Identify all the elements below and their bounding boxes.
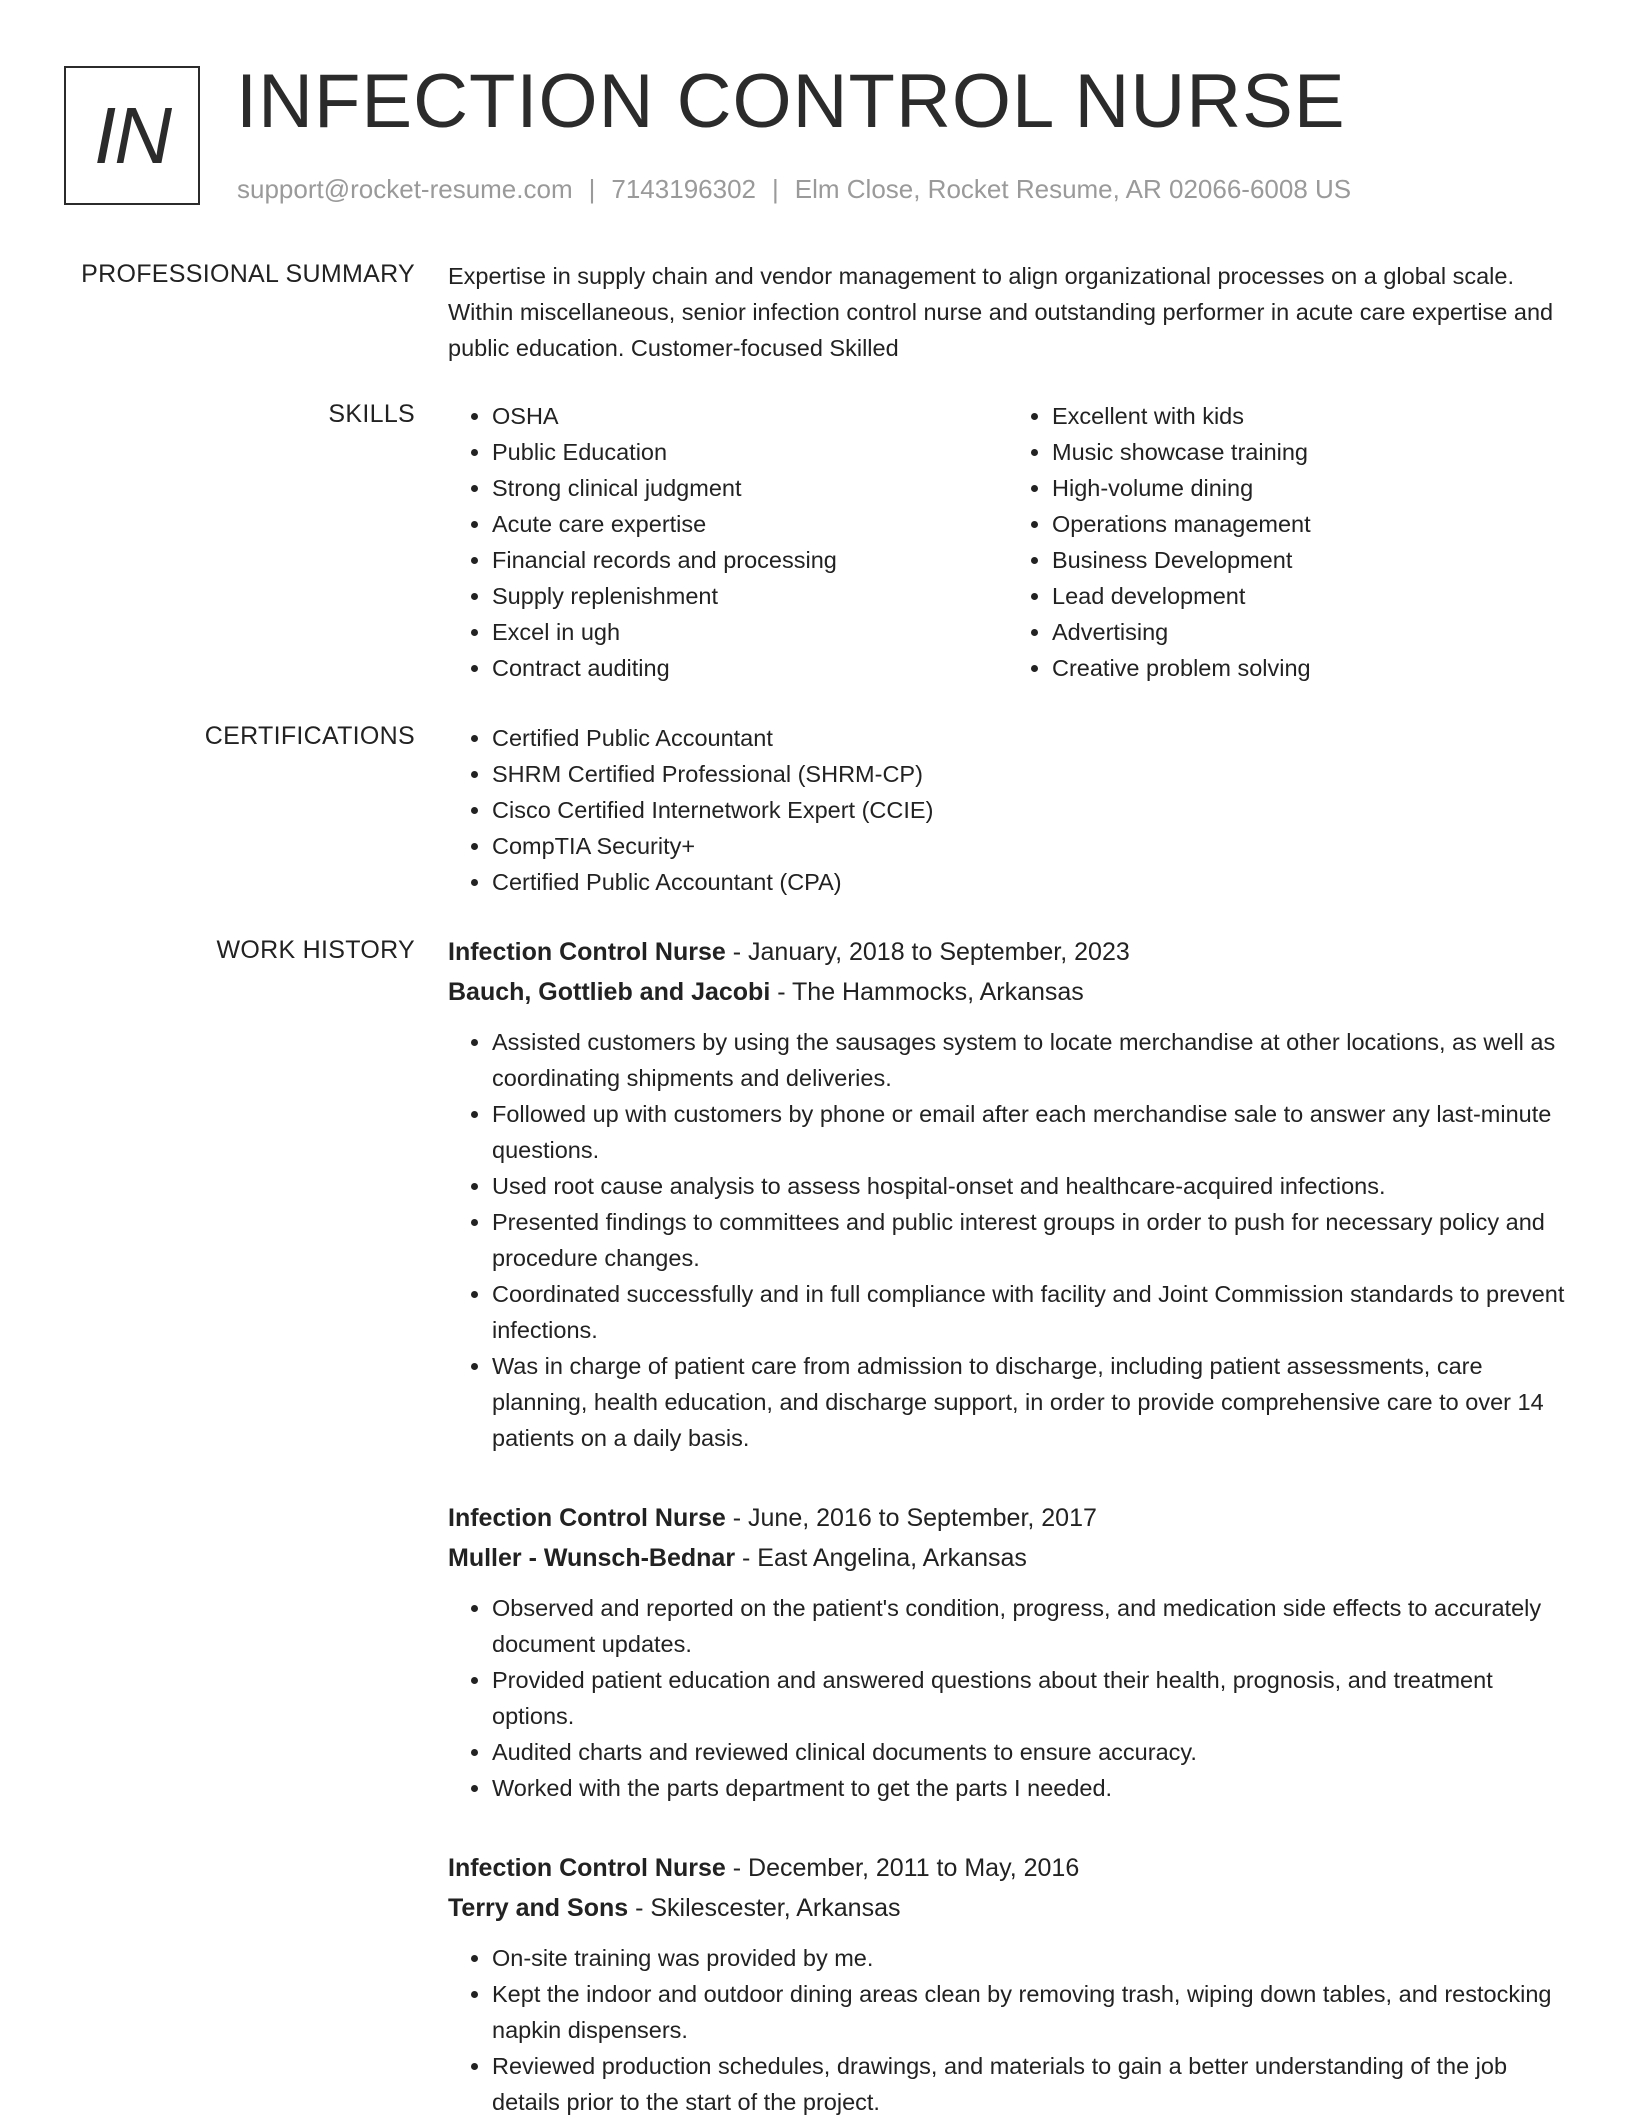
skill-item: • Financial records and processing bbox=[492, 542, 1008, 578]
section-title-work-history: WORK HISTORY bbox=[216, 936, 415, 964]
job-entry bbox=[448, 1498, 1568, 1806]
skill-item: • High-volume dining bbox=[1052, 470, 1568, 506]
skill-item: • Public Education bbox=[492, 434, 1008, 470]
job-role: Infection Control Nurse bbox=[448, 1854, 726, 1882]
job-bullet: • Used root cause analysis to assess hospital-onset and healthcare-acquired infections. bbox=[492, 1168, 1568, 1204]
skill-item: • Music showcase training bbox=[1052, 434, 1568, 470]
skill-item: • Business Development bbox=[1052, 542, 1568, 578]
job-title-line bbox=[448, 1848, 1568, 1888]
certifications-list bbox=[448, 720, 1568, 900]
job-location: - The Hammocks, Arkansas bbox=[770, 978, 1084, 1006]
skill-item: • Advertising bbox=[1052, 614, 1568, 650]
job-role: Infection Control Nurse bbox=[448, 938, 726, 966]
job-company-line bbox=[448, 1888, 1568, 1928]
job-bullet: • Provided patient education and answered questions about their health, prognosis, and treatment options. bbox=[492, 1662, 1568, 1734]
job-location: - East Angelina, Arkansas bbox=[735, 1544, 1027, 1572]
skill-item: • Supply replenishment bbox=[492, 578, 1008, 614]
job-company-line bbox=[448, 972, 1568, 1012]
certification-item: • SHRM Certified Professional (SHRM-CP) bbox=[492, 756, 1568, 792]
job-role: Infection Control Nurse bbox=[448, 1504, 726, 1532]
contact-address: Elm Close, Rocket Resume, AR 02066-6008 US bbox=[794, 174, 1352, 204]
contact-separator: | bbox=[772, 174, 779, 204]
skill-item: • Operations management bbox=[1052, 506, 1568, 542]
certification-item: • Certified Public Accountant bbox=[492, 720, 1568, 756]
skills-list-right bbox=[1008, 398, 1568, 686]
skill-item: • Excel in ugh bbox=[492, 614, 1008, 650]
contact-email[interactable]: support@rocket-resume.com bbox=[237, 174, 573, 204]
certifications-body bbox=[448, 720, 1568, 900]
job-entry bbox=[448, 932, 1568, 1456]
skill-item: • Creative problem solving bbox=[1052, 650, 1568, 686]
skill-item: • Contract auditing bbox=[492, 650, 1008, 686]
section-title-skills: SKILLS bbox=[328, 400, 415, 428]
skills-list-left bbox=[448, 398, 1008, 686]
job-bullets bbox=[448, 1024, 1568, 1456]
skill-item: • Excellent with kids bbox=[1052, 398, 1568, 434]
job-bullet: • Audited charts and reviewed clinical documents to ensure accuracy. bbox=[492, 1734, 1568, 1770]
job-company: Terry and Sons bbox=[448, 1894, 629, 1922]
skill-item: • OSHA bbox=[492, 398, 1008, 434]
section-title-certifications: CERTIFICATIONS bbox=[204, 722, 415, 750]
job-bullet: • Kept the indoor and outdoor dining areas clean by removing trash, wiping down tables, and restocking napkin dispensers. bbox=[492, 1976, 1568, 2048]
job-bullet: • Presented findings to committees and public interest groups in order to push for necessary policy and procedure changes. bbox=[492, 1204, 1568, 1276]
job-bullet: • On-site training was provided by me. bbox=[492, 1940, 1568, 1976]
job-company-line bbox=[448, 1538, 1568, 1578]
job-bullets bbox=[448, 1590, 1568, 1806]
job-title-line bbox=[448, 932, 1568, 972]
summary-text: Expertise in supply chain and vendor management to align organizational processes on a global scale. Within miscellaneous, senior infection control nurse and outstanding performer in acute care expertise and public education. Customer-focused Skilled bbox=[448, 263, 1554, 361]
job-dates: - December, 2011 to May, 2016 bbox=[725, 1854, 1080, 1882]
summary-body bbox=[448, 258, 1568, 366]
job-dates: - January, 2018 to September, 2023 bbox=[725, 938, 1130, 966]
certification-item: • CompTIA Security+ bbox=[492, 828, 1568, 864]
skills-body bbox=[448, 398, 1568, 686]
monogram-box bbox=[64, 66, 200, 205]
resume-header bbox=[64, 59, 1564, 211]
contact-separator: | bbox=[588, 174, 596, 204]
skill-item: • Lead development bbox=[1052, 578, 1568, 614]
job-bullet: • Coordinated successfully and in full compliance with facility and Joint Commission standards to prevent infections. bbox=[492, 1276, 1568, 1348]
resume-title: INFECTION CONTROL NURSE bbox=[236, 59, 1346, 144]
job-bullet: • Assisted customers by using the sausages system to locate merchandise at other locations, as well as coordinating shipments and deliveries. bbox=[492, 1024, 1568, 1096]
section-title-summary: PROFESSIONAL SUMMARY bbox=[81, 260, 415, 288]
job-bullet: • Was in charge of patient care from admission to discharge, including patient assessments, care planning, health education, and discharge support, in order to provide comprehensive care to over 14 patients on a daily basis. bbox=[492, 1348, 1568, 1456]
job-bullets bbox=[448, 1940, 1568, 2120]
skill-item: • Acute care expertise bbox=[492, 506, 1008, 542]
job-company: Muller - Wunsch-Bednar bbox=[448, 1544, 736, 1572]
contact-phone[interactable]: 7143196302 bbox=[611, 174, 756, 204]
work-history-body bbox=[448, 932, 1568, 2120]
job-dates: - June, 2016 to September, 2017 bbox=[725, 1504, 1097, 1532]
job-bullet: • Worked with the parts department to get the parts I needed. bbox=[492, 1770, 1568, 1806]
certification-item: • Cisco Certified Internetwork Expert (CCIE) bbox=[492, 792, 1568, 828]
job-bullet: • Followed up with customers by phone or email after each merchandise sale to answer any last-minute questions. bbox=[492, 1096, 1568, 1168]
job-bullet: • Reviewed production schedules, drawings, and materials to gain a better understanding of the job details prior to the start of the project. bbox=[492, 2048, 1568, 2120]
contact-line bbox=[237, 174, 1351, 205]
job-entry bbox=[448, 1848, 1568, 2120]
job-title-line bbox=[448, 1498, 1568, 1538]
monogram-initials: IN bbox=[94, 90, 170, 180]
job-bullet: • Observed and reported on the patient's condition, progress, and medication side effects to accurately document updates. bbox=[492, 1590, 1568, 1662]
skill-item: • Strong clinical judgment bbox=[492, 470, 1008, 506]
certification-item: • Certified Public Accountant (CPA) bbox=[492, 864, 1568, 900]
job-company: Bauch, Gottlieb and Jacobi bbox=[448, 978, 771, 1006]
job-location: - Skilescester, Arkansas bbox=[628, 1894, 901, 1922]
